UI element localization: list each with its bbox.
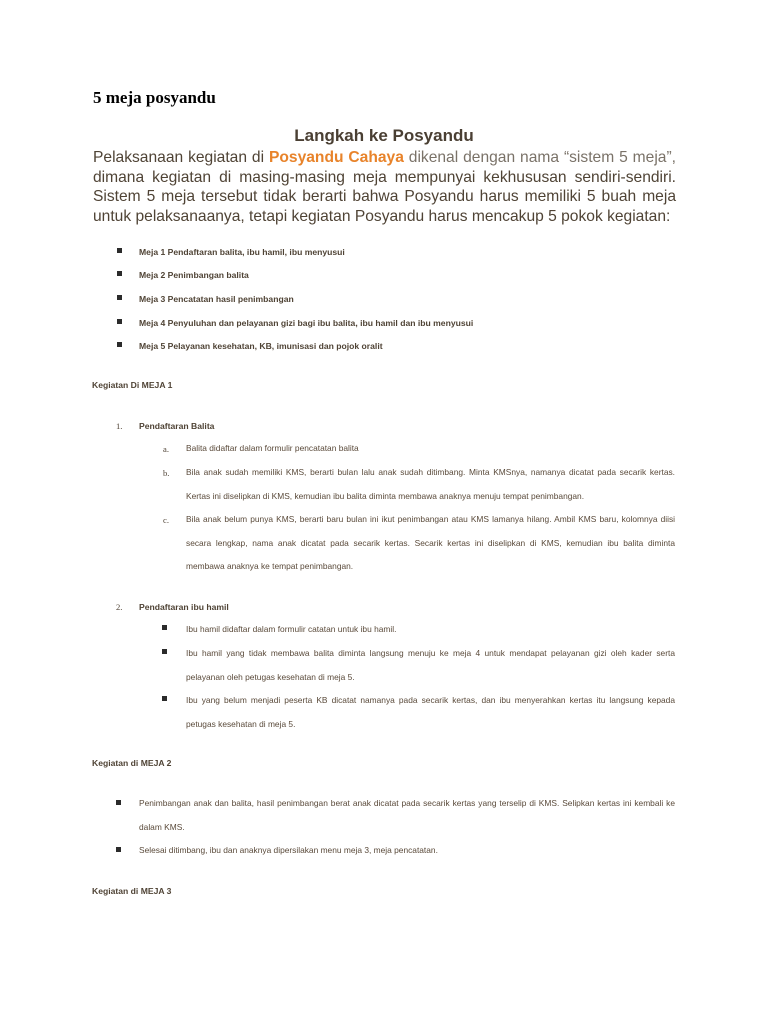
section-heading: Langkah ke Posyandu xyxy=(294,126,474,145)
sub-item-text: Ibu hamil didaftar dalam formulir catatan untuk ibu hamil. xyxy=(186,624,397,634)
bullet-icon xyxy=(162,696,167,701)
meja1-heading: Kegiatan Di MEJA 1 xyxy=(92,380,173,390)
bullet-icon xyxy=(117,342,122,347)
bullet-icon xyxy=(117,271,122,276)
bullet-icon xyxy=(116,847,121,852)
bullet-icon xyxy=(117,295,122,300)
pendaftaran-ibu-hamil-title: Pendaftaran ibu hamil xyxy=(139,602,229,612)
meja-list-item: Meja 5 Pelayanan kesehatan, KB, imunisasi dan pojok oralit xyxy=(139,341,383,351)
meja-list-item: Meja 4 Penyuluhan dan pelayanan gizi bagi ibu balita, ibu hamil dan ibu menyusui xyxy=(139,318,474,328)
bullet-icon xyxy=(117,319,122,324)
sub-marker: a. xyxy=(163,444,169,454)
meja2-item-text: Penimbangan anak dan balita, hasil penimbangan berat anak dicatat pada secarik kertas yang terselip di KMS. Selipkan kertas ini kembali ke dalam KMS. xyxy=(139,798,675,832)
sub-item-text: Bila anak sudah memiliki KMS, berarti bulan lalu anak sudah ditimbang. Minta KMSnya, namanya dicatat pada secarik kertas. Kertas ini diselipkan di KMS, kemudian ibu balita diminta membawa anaknya menuju tempat penimbangan. xyxy=(186,467,675,501)
bullet-icon xyxy=(162,625,167,630)
bullet-icon xyxy=(116,800,121,805)
intro-brand: Posyandu Cahaya xyxy=(268,149,404,166)
intro-rest: dikenal dengan nama “sistem 5 meja”, xyxy=(403,149,676,166)
meja3-heading: Kegiatan di MEJA 3 xyxy=(92,886,172,896)
meja-list-item: Meja 3 Pencatatan hasil penimbangan xyxy=(139,294,294,304)
intro-paragraph xyxy=(93,148,676,226)
meja2-item-text: Selesai ditimbang, ibu dan anaknya dipersilakan menu meja 3, meja pencatatan. xyxy=(139,845,438,855)
list-number: 2. xyxy=(116,602,123,612)
bullet-icon xyxy=(117,248,122,253)
meja-list-item: Meja 2 Penimbangan balita xyxy=(139,270,249,280)
list-number: 1. xyxy=(116,421,123,431)
sub-item-text: Bila anak belum punya KMS, berarti baru bulan ini ikut penimbangan atau KMS lamanya hilang. Ambil KMS baru, kolomnya diisi secara lengkap, nama anak dicatat pada secarik kertas. Secarik kertas ini diselipkan di KMS, kemudian ibu balita diminta membawa anaknya ke tempat penimbangan. xyxy=(186,514,675,571)
document-title: 5 meja posyandu xyxy=(93,88,216,107)
sub-marker: c. xyxy=(163,515,169,525)
sub-marker: b. xyxy=(163,468,170,478)
meja2-heading: Kegiatan di MEJA 2 xyxy=(92,758,172,768)
sub-item-text: Ibu yang belum menjadi peserta KB dicatat namanya pada secarik kertas, dan ibu menyerahkan kertas itu langsung kepada petugas kesehatan di meja 5. xyxy=(186,695,675,729)
bullet-icon xyxy=(162,649,167,654)
pendaftaran-balita-title: Pendaftaran Balita xyxy=(139,421,215,431)
meja-list-item: Meja 1 Pendaftaran balita, ibu hamil, ibu menyusui xyxy=(139,247,345,257)
sub-item-text: Ibu hamil yang tidak membawa balita diminta langsung menuju ke meja 4 untuk mendapat pelayanan gizi oleh kader serta pelayanan oleh petugas kesehatan di meja 5. xyxy=(186,648,675,682)
intro-body: dimana kegiatan di masing-masing meja mempunyai kekhususan sendiri-sendiri. Sistem 5 meja tersebut tidak berarti bahwa Posyandu harus memiliki 5 buah meja untuk pelaksanaanya, tetapi kegiatan Posyandu harus mencakup 5 pokok kegiatan: xyxy=(93,168,676,225)
intro-lead: Pelaksanaan kegiatan di xyxy=(93,149,269,166)
sub-item-text: Balita didaftar dalam formulir pencatatan balita xyxy=(186,443,359,453)
